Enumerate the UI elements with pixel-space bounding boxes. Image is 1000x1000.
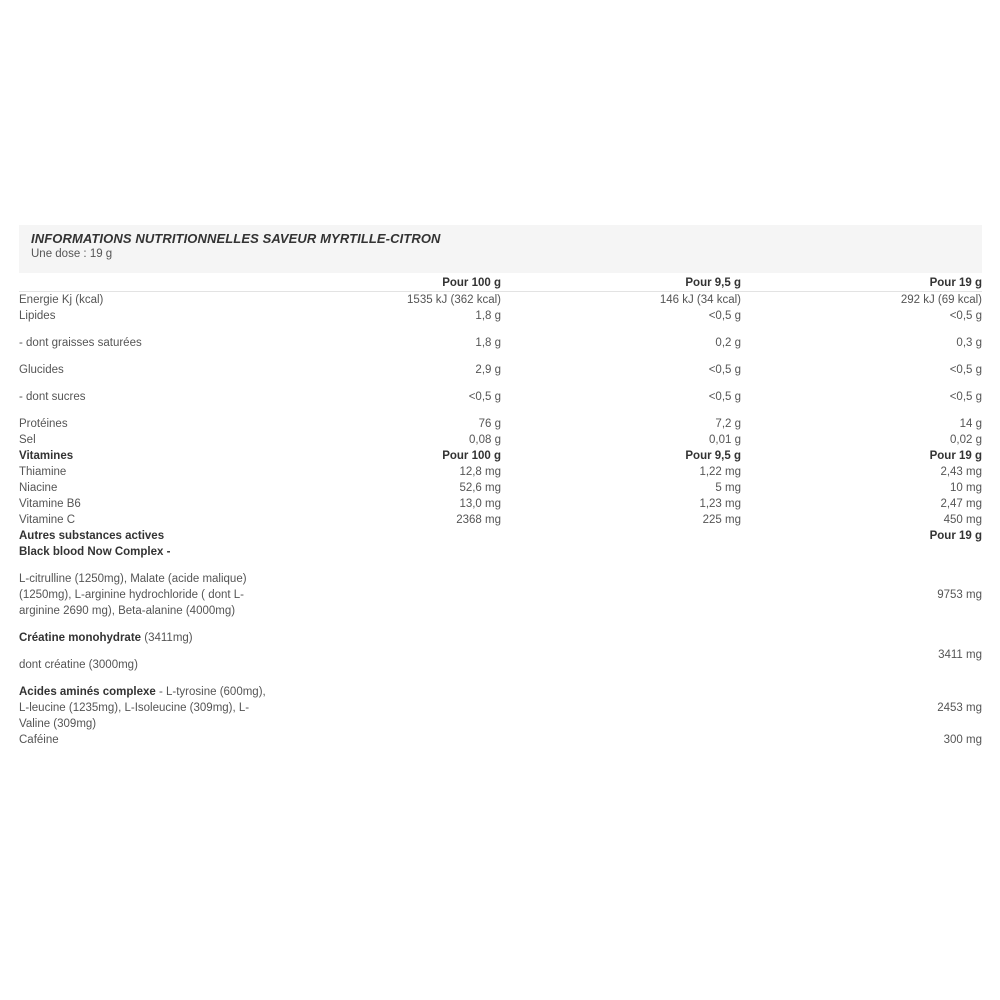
row-label: - dont sucres <box>19 391 86 403</box>
vitamins-col-19g: Pour 19 g <box>929 450 982 462</box>
value-19g: 14 g <box>959 418 982 430</box>
complex-description: L-citrulline (1250mg), Malate (acide malique) (1250mg), L-arginine hydrochloride ( dont L-arginine 2690 mg), Beta-alanine (4000mg) <box>19 573 247 617</box>
value-9-5g: 0,2 g <box>715 337 741 349</box>
amino-value-19g: 2453 mg <box>937 702 982 714</box>
complex-row <box>19 560 982 619</box>
row-label: - dont graisses saturées <box>19 337 142 349</box>
value-100g: 2,9 g <box>475 364 501 376</box>
vitamins-col-9-5g: Pour 9,5 g <box>685 450 741 462</box>
complex-title: Black blood Now Complex - <box>19 546 171 558</box>
actives-heading: Autres substances actives <box>19 530 165 542</box>
value-100g: 1535 kJ (362 kcal) <box>407 294 501 306</box>
value-9-5g: 1,23 mg <box>699 498 741 510</box>
table-row <box>19 292 982 309</box>
value-19g: <0,5 g <box>949 391 982 403</box>
creatine-label <box>19 619 309 646</box>
caffeine-value-19g: 300 mg <box>943 734 982 746</box>
row-label: Vitamine B6 <box>19 498 81 510</box>
creatine-sub-label: dont créatine (3000mg) <box>19 659 138 671</box>
value-19g: 10 mg <box>950 482 982 494</box>
column-header-row <box>19 273 982 292</box>
table-row <box>19 432 982 448</box>
complex-title-row <box>19 544 982 560</box>
value-19g: 2,43 mg <box>940 466 982 478</box>
table-row <box>19 464 982 480</box>
value-100g: 2368 mg <box>456 514 501 526</box>
value-19g: 0,02 g <box>950 434 982 446</box>
nutrition-table <box>19 273 982 748</box>
vitamins-header-row <box>19 448 982 464</box>
value-19g: 0,3 g <box>956 337 982 349</box>
creatine-sub-row <box>19 646 982 673</box>
actives-col-19g: Pour 19 g <box>929 530 982 542</box>
caffeine-label: Caféine <box>19 734 59 746</box>
table-row <box>19 335 982 362</box>
value-19g: <0,5 g <box>949 310 982 322</box>
amino-label <box>19 673 309 732</box>
caffeine-row <box>19 732 982 748</box>
row-label: Lipides <box>19 310 56 322</box>
amino-row <box>19 673 982 732</box>
table-row <box>19 308 982 335</box>
complex-value-19g: 9753 mg <box>937 589 982 601</box>
value-100g: 1,8 g <box>475 337 501 349</box>
value-100g: <0,5 g <box>468 391 501 403</box>
value-100g: 12,8 mg <box>459 466 501 478</box>
value-9-5g: <0,5 g <box>708 391 741 403</box>
amino-details: - L-tyrosine (600mg), L-leucine (1235mg), L-Isoleucine (309mg), L-Valine (309mg) <box>19 686 266 730</box>
vitamins-col-100g: Pour 100 g <box>442 450 501 462</box>
row-label: Energie Kj (kcal) <box>19 294 104 306</box>
row-label: Niacine <box>19 482 58 494</box>
row-label: Vitamine C <box>19 514 76 526</box>
row-label: Sel <box>19 434 36 446</box>
nutrition-header <box>19 225 982 273</box>
value-19g: <0,5 g <box>949 364 982 376</box>
vitamins-heading: Vitamines <box>19 450 74 462</box>
value-19g: 2,47 mg <box>940 498 982 510</box>
creatine-name: Créatine monohydrate <box>19 632 142 644</box>
nutrition-title: INFORMATIONS NUTRITIONNELLES SAVEUR MYRTILLE-CITRON <box>31 231 441 246</box>
table-row <box>19 362 982 389</box>
column-header-label <box>19 273 309 292</box>
value-100g: 1,8 g <box>475 310 501 322</box>
row-label: Thiamine <box>19 466 67 478</box>
column-header-100g: Pour 100 g <box>442 277 501 289</box>
value-100g: 13,0 mg <box>459 498 501 510</box>
column-header-19g: Pour 19 g <box>929 277 982 289</box>
value-9-5g: 146 kJ (34 kcal) <box>659 294 741 306</box>
value-100g: 52,6 mg <box>459 482 501 494</box>
value-9-5g: 0,01 g <box>709 434 741 446</box>
value-9-5g: <0,5 g <box>708 364 741 376</box>
value-100g: 0,08 g <box>469 434 501 446</box>
value-100g: 76 g <box>478 418 501 430</box>
creatine-value-19g: 3411 mg <box>938 649 982 661</box>
value-9-5g: 5 mg <box>715 482 741 494</box>
table-row <box>19 512 982 528</box>
row-label: Glucides <box>19 364 64 376</box>
value-9-5g: 7,2 g <box>715 418 741 430</box>
table-row <box>19 389 982 416</box>
table-row <box>19 416 982 432</box>
actives-header-row <box>19 528 982 544</box>
table-row <box>19 496 982 512</box>
value-9-5g: <0,5 g <box>708 310 741 322</box>
value-19g: 450 mg <box>943 514 982 526</box>
value-9-5g: 225 mg <box>702 514 741 526</box>
table-row <box>19 480 982 496</box>
value-9-5g: 1,22 mg <box>699 466 741 478</box>
nutrition-panel <box>19 225 982 748</box>
serving-size: Une dose : 19 g <box>31 248 113 260</box>
value-19g: 292 kJ (69 kcal) <box>900 294 982 306</box>
column-header-9-5g: Pour 9,5 g <box>685 277 741 289</box>
row-label: Protéines <box>19 418 68 430</box>
creatine-amount: (3411mg) <box>141 632 193 644</box>
amino-name: Acides aminés complexe <box>19 686 156 698</box>
creatine-row <box>19 619 982 646</box>
